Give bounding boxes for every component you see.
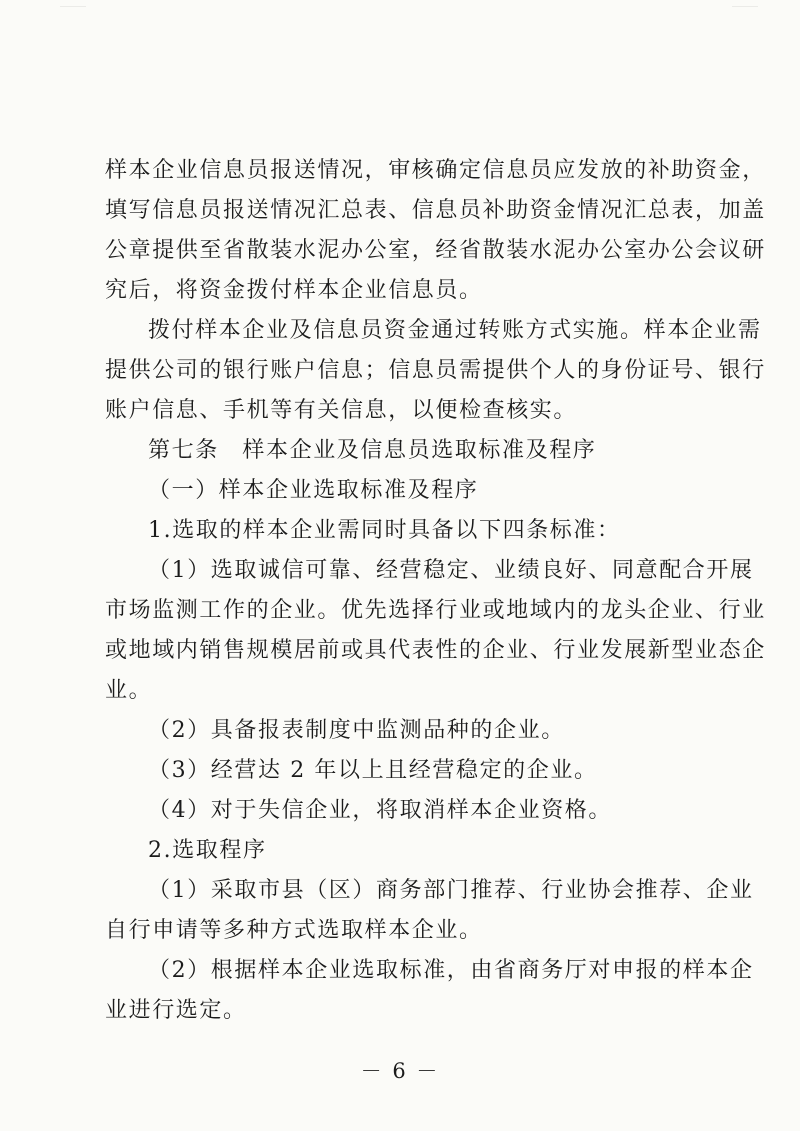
paragraph-line-2: 填写信息员报送情况汇总表、信息员补助资金情况汇总表，加盖 — [105, 198, 766, 223]
paragraph-line-9: 市场监测工作的企业。优先选择行业或地域内的龙头企业、行业 — [105, 598, 766, 623]
paragraph-line-15: （1）采取市县（区）商务部门推荐、行业协会推荐、企业 — [148, 878, 754, 903]
paragraph-line-6: 提供公司的银行账户信息；信息员需提供个人的身份证号、银行 — [105, 358, 766, 383]
paragraph-line-16: 自行申请等多种方式选取样本企业。 — [105, 918, 483, 943]
paragraph-line-4: 究后，将资金拨付样本企业信息员。 — [105, 278, 483, 303]
paragraph-line-11: 业。 — [105, 678, 153, 703]
paragraph-line-14: （4）对于失信企业，将取消样本企业资格。 — [148, 798, 612, 823]
paragraph-line-18: 业进行选定。 — [105, 998, 247, 1023]
paragraph-line-5: 拨付样本企业及信息员资金通过转账方式实施。样本企业需 — [148, 318, 762, 343]
paragraph-line-12: （2）具备报表制度中监测品种的企业。 — [148, 718, 565, 743]
scan-mark-left — [60, 6, 86, 17]
paragraph-line-3: 公章提供至省散装水泥办公室，经省散装水泥办公室办公会议研 — [105, 238, 766, 263]
scan-mark-right — [732, 6, 758, 17]
article-heading: 第七条 样本企业及信息员选取标准及程序 — [148, 438, 597, 463]
paragraph-line-17: （2）根据样本企业选取标准，由省商务厅对申报的样本企 — [148, 958, 754, 983]
page-number: － 6 － — [360, 1059, 440, 1083]
section-heading: （一）样本企业选取标准及程序 — [148, 478, 479, 503]
paragraph-line-8: （1）选取诚信可靠、经营稳定、业绩良好、同意配合开展 — [148, 558, 754, 583]
paragraph-line-7: 账户信息、手机等有关信息，以便检查核实。 — [105, 398, 578, 423]
paragraph-line-1: 样本企业信息员报送情况，审核确定信息员应发放的补助资金， — [105, 158, 766, 183]
subsection-heading-1: 1.选取的样本企业需同时具备以下四条标准： — [148, 518, 621, 543]
subsection-heading-2: 2.选取程序 — [148, 838, 267, 863]
paragraph-line-10: 或地域内销售规模居前或具代表性的企业、行业发展新型业态企 — [105, 638, 766, 663]
paragraph-line-13: （3）经营达 2 年以上且经营稳定的企业。 — [148, 758, 598, 783]
